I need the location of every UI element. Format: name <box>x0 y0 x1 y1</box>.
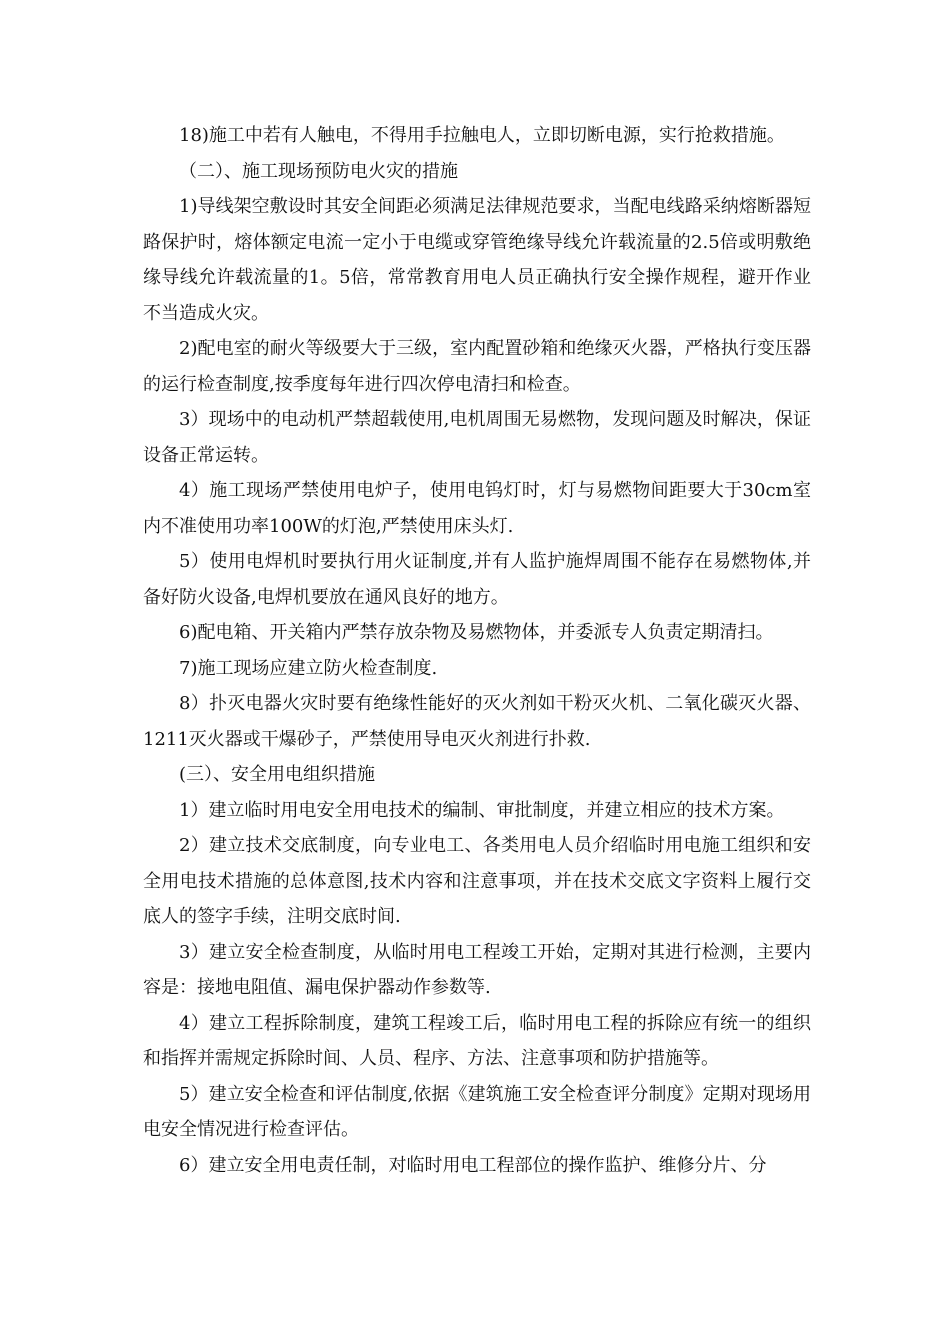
paragraph-item-7: 7)施工现场应建立防火检查制度. <box>179 657 438 679</box>
paragraph-item-6: 6)配电箱、开关箱内严禁存放杂物及易燃物体，并委派专人负责定期清扫。 <box>179 622 774 643</box>
paragraph-item-2: 2)配电室的耐火等级要大于三级，室内配置砂箱和绝缘灭火器，严格执行变压器的运行检查制度,按季度每年进行四次停电清扫和检查。 <box>143 338 811 395</box>
paragraph-item-1: 1)导线架空敷设时其安全间距必须满足法律规范要求，当配电线路采纳熔断器短路保护时，熔体额定电流一定小于电缆或穿管绝缘导线允许载流量的2.5倍或明敷绝缘导线允许载流量的1。5倍，常常教育用电人员正确执行安全操作规程，避开作业不当造成火灾。 <box>143 196 811 324</box>
paragraph-org-4: 4）建立工程拆除制度，建筑工程竣工后，临时用电工程的拆除应有统一的组织和指挥并需规定拆除时间、人员、程序、方法、注意事项和防护措施等。 <box>143 1012 811 1069</box>
paragraph-item-18: 18)施工中若有人触电，不得用手拉触电人，立即切断电源，实行抢救措施。 <box>179 125 785 146</box>
section-heading-organization: (三）、安全用电组织措施 <box>179 764 376 785</box>
document-body <box>143 118 811 1183</box>
paragraph-org-1: 1）建立临时用电安全用电技术的编制、审批制度，并建立相应的技术方案。 <box>179 799 785 821</box>
paragraph-item-3: 3）现场中的电动机严禁超载使用,电机周围无易燃物，发现问题及时解决，保证设备正常运转。 <box>143 409 811 466</box>
paragraph-org-3: 3）建立安全检查制度，从临时用电工程竣工开始，定期对其进行检测，主要内容是：接地电阻值、漏电保护器动作参数等. <box>143 941 811 998</box>
paragraph-item-4: 4）施工现场严禁使用电炉子，使用电钨灯时，灯与易燃物间距要大于30cm室内不准使用功率100W的灯泡,严禁使用床头灯. <box>143 480 811 537</box>
paragraph-item-5: 5）使用电焊机时要执行用火证制度,并有人监护施焊周围不能存在易燃物体,并备好防火设备,电焊机要放在通风良好的地方。 <box>143 551 811 608</box>
section-heading-fire-prevention: （二）、施工现场预防电火灾的措施 <box>179 160 458 182</box>
paragraph-item-8: 8）扑灭电器火灾时要有绝缘性能好的灭火剂如干粉灭火机、二氧化碳灭火器、1211灭火器或干爆砂子，严禁使用导电灭火剂进行扑救. <box>143 693 811 750</box>
paragraph-org-2: 2）建立技术交底制度，向专业电工、各类用电人员介绍临时用电施工组织和安全用电技术措施的总体意图,技术内容和注意事项，并在技术交底文字资料上履行交底人的签字手续，注明交底时间. <box>143 835 811 927</box>
paragraph-org-6: 6）建立安全用电责任制，对临时用电工程部位的操作监护、维修分片、分 <box>179 1154 767 1176</box>
paragraph-org-5: 5）建立安全检查和评估制度,依据《建筑施工安全检查评分制度》定期对现场用电安全情况进行检查评估。 <box>143 1083 811 1140</box>
